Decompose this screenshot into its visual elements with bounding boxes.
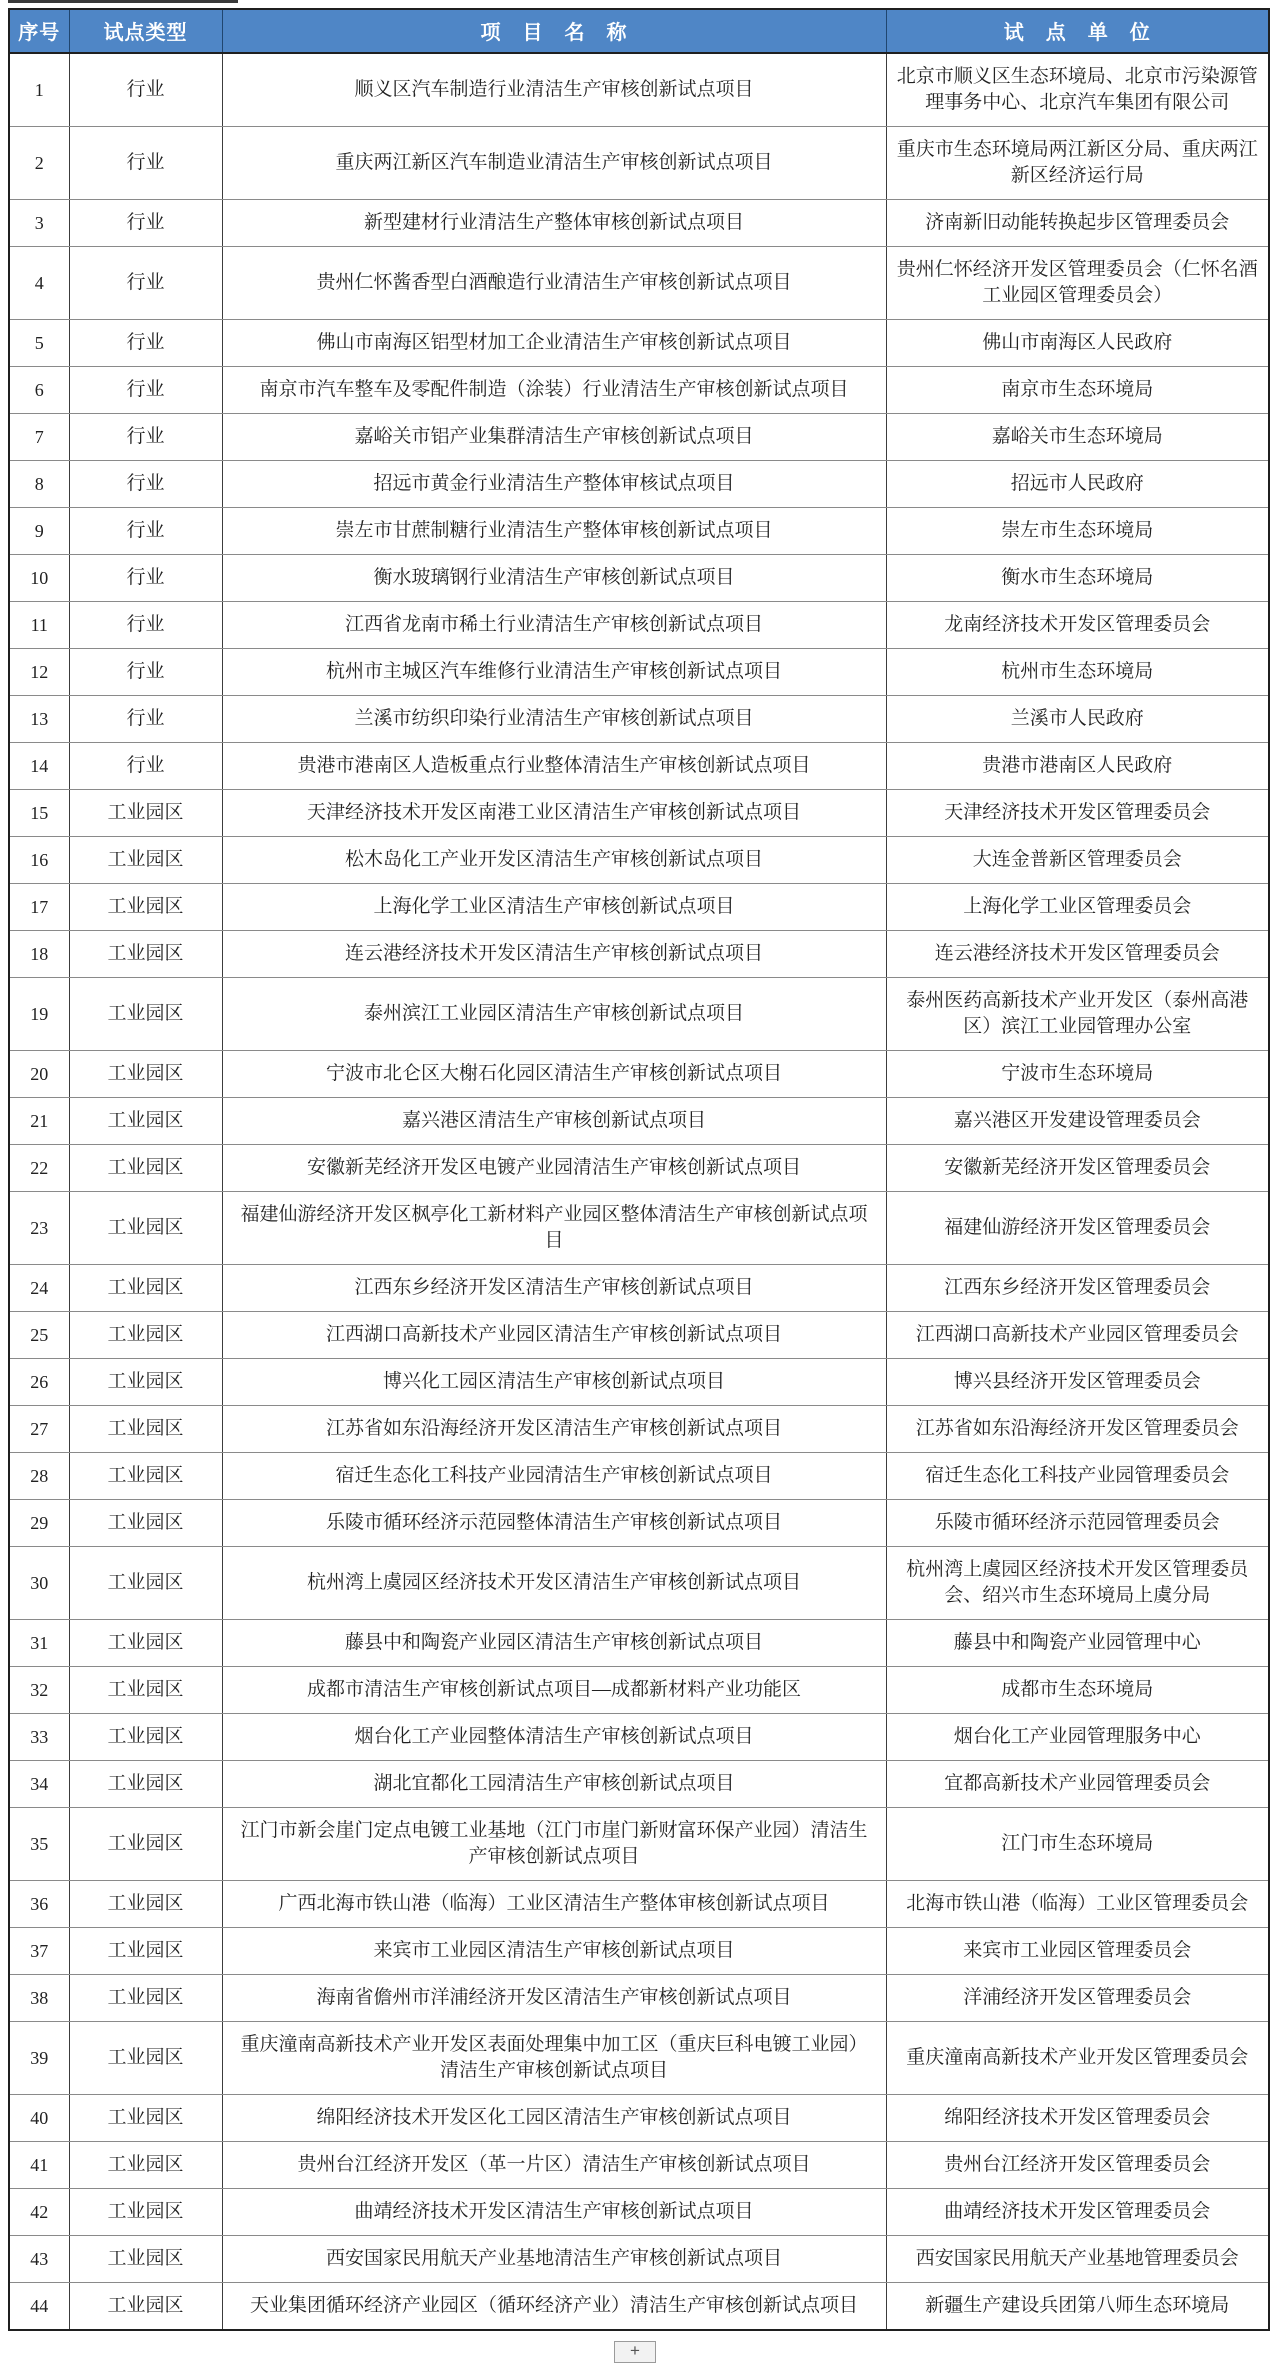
cell-project-name: 衡水玻璃钢行业清洁生产审核创新试点项目 xyxy=(222,555,886,602)
table-row xyxy=(9,2236,1269,2283)
table-row xyxy=(9,884,1269,931)
cell-project-name: 顺义区汽车制造行业清洁生产审核创新试点项目 xyxy=(222,53,886,127)
cell-project-name: 江苏省如东沿海经济开发区清洁生产审核创新试点项目 xyxy=(222,1406,886,1453)
cell-project-name: 泰州滨江工业园区清洁生产审核创新试点项目 xyxy=(222,978,886,1051)
cell-project-name: 新型建材行业清洁生产整体审核创新试点项目 xyxy=(222,200,886,247)
table-row xyxy=(9,53,1269,127)
cell-seq-number: 25 xyxy=(9,1312,69,1359)
cell-pilot-unit: 江西湖口高新技术产业园区管理委员会 xyxy=(886,1312,1269,1359)
table-row xyxy=(9,1406,1269,1453)
cell-pilot-type: 行业 xyxy=(69,602,222,649)
cell-pilot-unit: 连云港经济技术开发区管理委员会 xyxy=(886,931,1269,978)
table-row xyxy=(9,1761,1269,1808)
cell-pilot-type: 工业园区 xyxy=(69,1761,222,1808)
cell-pilot-unit: 洋浦经济开发区管理委员会 xyxy=(886,1975,1269,2022)
cell-pilot-type: 工业园区 xyxy=(69,1145,222,1192)
table-row xyxy=(9,696,1269,743)
table-row xyxy=(9,931,1269,978)
cell-project-name: 佛山市南海区铝型材加工企业清洁生产审核创新试点项目 xyxy=(222,320,886,367)
cell-seq-number: 39 xyxy=(9,2022,69,2095)
cell-project-name: 天津经济技术开发区南港工业区清洁生产审核创新试点项目 xyxy=(222,790,886,837)
cell-seq-number: 8 xyxy=(9,461,69,508)
cell-seq-number: 42 xyxy=(9,2189,69,2236)
cell-project-name: 上海化学工业区清洁生产审核创新试点项目 xyxy=(222,884,886,931)
cell-pilot-unit: 泰州医药高新技术产业开发区（泰州高港区）滨江工业园管理办公室 xyxy=(886,978,1269,1051)
table-row xyxy=(9,1547,1269,1620)
cell-project-name: 福建仙游经济开发区枫亭化工新材料产业园区整体清洁生产审核创新试点项目 xyxy=(222,1192,886,1265)
table-row xyxy=(9,320,1269,367)
cell-pilot-type: 工业园区 xyxy=(69,2095,222,2142)
table-row xyxy=(9,1098,1269,1145)
cell-project-name: 松木岛化工产业开发区清洁生产审核创新试点项目 xyxy=(222,837,886,884)
cell-seq-number: 6 xyxy=(9,367,69,414)
table-row xyxy=(9,1265,1269,1312)
table-row xyxy=(9,1312,1269,1359)
cell-pilot-type: 工业园区 xyxy=(69,1192,222,1265)
cell-pilot-type: 行业 xyxy=(69,461,222,508)
cell-project-name: 曲靖经济技术开发区清洁生产审核创新试点项目 xyxy=(222,2189,886,2236)
cell-project-name: 乐陵市循环经济示范园整体清洁生产审核创新试点项目 xyxy=(222,1500,886,1547)
cell-seq-number: 23 xyxy=(9,1192,69,1265)
table-row xyxy=(9,555,1269,602)
header-project-name: 项 目 名 称 xyxy=(222,9,886,53)
cell-project-name: 海南省儋州市洋浦经济开发区清洁生产审核创新试点项目 xyxy=(222,1975,886,2022)
table-row xyxy=(9,837,1269,884)
table-row xyxy=(9,1881,1269,1928)
cell-seq-number: 40 xyxy=(9,2095,69,2142)
cell-project-name: 广西北海市铁山港（临海）工业区清洁生产整体审核创新试点项目 xyxy=(222,1881,886,1928)
cell-seq-number: 10 xyxy=(9,555,69,602)
cell-pilot-unit: 南京市生态环境局 xyxy=(886,367,1269,414)
cell-project-name: 博兴化工园区清洁生产审核创新试点项目 xyxy=(222,1359,886,1406)
cell-pilot-unit: 宜都高新技术产业园管理委员会 xyxy=(886,1761,1269,1808)
cell-pilot-type: 工业园区 xyxy=(69,2022,222,2095)
cell-pilot-type: 工业园区 xyxy=(69,1928,222,1975)
plus-icon: + xyxy=(630,2341,640,2360)
table-row xyxy=(9,1500,1269,1547)
cell-seq-number: 41 xyxy=(9,2142,69,2189)
add-row-button[interactable] xyxy=(614,2341,656,2363)
cell-pilot-type: 工业园区 xyxy=(69,1406,222,1453)
cell-pilot-type: 行业 xyxy=(69,200,222,247)
cell-pilot-unit: 杭州市生态环境局 xyxy=(886,649,1269,696)
cell-project-name: 江西省龙南市稀土行业清洁生产审核创新试点项目 xyxy=(222,602,886,649)
table-row xyxy=(9,2022,1269,2095)
table-row xyxy=(9,649,1269,696)
cell-project-name: 江西湖口高新技术产业园区清洁生产审核创新试点项目 xyxy=(222,1312,886,1359)
cell-pilot-unit: 重庆市生态环境局两江新区分局、重庆两江新区经济运行局 xyxy=(886,127,1269,200)
cell-seq-number: 44 xyxy=(9,2283,69,2331)
cell-pilot-type: 工业园区 xyxy=(69,1500,222,1547)
cell-pilot-unit: 北京市顺义区生态环境局、北京市污染源管理事务中心、北京汽车集团有限公司 xyxy=(886,53,1269,127)
cell-project-name: 杭州湾上虞园区经济技术开发区清洁生产审核创新试点项目 xyxy=(222,1547,886,1620)
cell-project-name: 兰溪市纺织印染行业清洁生产审核创新试点项目 xyxy=(222,696,886,743)
cell-pilot-type: 工业园区 xyxy=(69,1359,222,1406)
cell-pilot-unit: 江门市生态环境局 xyxy=(886,1808,1269,1881)
cell-pilot-type: 工业园区 xyxy=(69,1714,222,1761)
cell-pilot-unit: 嘉峪关市生态环境局 xyxy=(886,414,1269,461)
header-pilot-type: 试点类型 xyxy=(69,9,222,53)
pilot-projects-table xyxy=(8,8,1270,2331)
cell-seq-number: 20 xyxy=(9,1051,69,1098)
cell-pilot-unit: 杭州湾上虞园区经济技术开发区管理委员会、绍兴市生态环境局上虞分局 xyxy=(886,1547,1269,1620)
cell-project-name: 连云港经济技术开发区清洁生产审核创新试点项目 xyxy=(222,931,886,978)
cell-seq-number: 1 xyxy=(9,53,69,127)
cell-pilot-unit: 西安国家民用航天产业基地管理委员会 xyxy=(886,2236,1269,2283)
cell-project-name: 南京市汽车整车及零配件制造（涂装）行业清洁生产审核创新试点项目 xyxy=(222,367,886,414)
cell-project-name: 贵州台江经济开发区（革一片区）清洁生产审核创新试点项目 xyxy=(222,2142,886,2189)
cell-seq-number: 35 xyxy=(9,1808,69,1881)
table-row xyxy=(9,1975,1269,2022)
cell-pilot-unit: 江苏省如东沿海经济开发区管理委员会 xyxy=(886,1406,1269,1453)
table-row xyxy=(9,1808,1269,1881)
cell-pilot-type: 工业园区 xyxy=(69,2236,222,2283)
cell-pilot-unit: 宁波市生态环境局 xyxy=(886,1051,1269,1098)
table-row xyxy=(9,2142,1269,2189)
cell-pilot-type: 行业 xyxy=(69,127,222,200)
table-row xyxy=(9,414,1269,461)
table-row xyxy=(9,978,1269,1051)
table-row xyxy=(9,602,1269,649)
table-row xyxy=(9,2189,1269,2236)
cell-seq-number: 22 xyxy=(9,1145,69,1192)
cell-pilot-unit: 上海化学工业区管理委员会 xyxy=(886,884,1269,931)
table-row xyxy=(9,127,1269,200)
table-row xyxy=(9,2095,1269,2142)
cell-seq-number: 24 xyxy=(9,1265,69,1312)
header-pilot-unit: 试 点 单 位 xyxy=(886,9,1269,53)
cell-seq-number: 18 xyxy=(9,931,69,978)
cell-pilot-type: 行业 xyxy=(69,508,222,555)
cell-project-name: 重庆潼南高新技术产业开发区表面处理集中加工区（重庆巨科电镀工业园）清洁生产审核创新试点项目 xyxy=(222,2022,886,2095)
cell-pilot-unit: 佛山市南海区人民政府 xyxy=(886,320,1269,367)
cell-seq-number: 19 xyxy=(9,978,69,1051)
cell-pilot-unit: 贵州台江经济开发区管理委员会 xyxy=(886,2142,1269,2189)
cell-seq-number: 2 xyxy=(9,127,69,200)
cell-pilot-type: 工业园区 xyxy=(69,1453,222,1500)
cell-project-name: 藤县中和陶瓷产业园区清洁生产审核创新试点项目 xyxy=(222,1620,886,1667)
cell-pilot-unit: 藤县中和陶瓷产业园管理中心 xyxy=(886,1620,1269,1667)
table-row xyxy=(9,200,1269,247)
cell-seq-number: 43 xyxy=(9,2236,69,2283)
cell-seq-number: 37 xyxy=(9,1928,69,1975)
table-row xyxy=(9,1145,1269,1192)
cell-pilot-unit: 招远市人民政府 xyxy=(886,461,1269,508)
cell-pilot-type: 行业 xyxy=(69,367,222,414)
cell-pilot-unit: 济南新旧动能转换起步区管理委员会 xyxy=(886,200,1269,247)
cell-project-name: 西安国家民用航天产业基地清洁生产审核创新试点项目 xyxy=(222,2236,886,2283)
cell-pilot-type: 工业园区 xyxy=(69,2142,222,2189)
cell-pilot-unit: 天津经济技术开发区管理委员会 xyxy=(886,790,1269,837)
table-row xyxy=(9,1928,1269,1975)
table-body xyxy=(9,53,1269,2330)
cell-pilot-unit: 兰溪市人民政府 xyxy=(886,696,1269,743)
cell-pilot-type: 工业园区 xyxy=(69,1312,222,1359)
table-row xyxy=(9,1714,1269,1761)
cell-seq-number: 9 xyxy=(9,508,69,555)
table-row xyxy=(9,1620,1269,1667)
cell-pilot-type: 工业园区 xyxy=(69,1098,222,1145)
cell-project-name: 绵阳经济技术开发区化工园区清洁生产审核创新试点项目 xyxy=(222,2095,886,2142)
cell-pilot-type: 工业园区 xyxy=(69,1547,222,1620)
cell-seq-number: 38 xyxy=(9,1975,69,2022)
cell-pilot-type: 工业园区 xyxy=(69,837,222,884)
cell-pilot-unit: 大连金普新区管理委员会 xyxy=(886,837,1269,884)
cell-seq-number: 21 xyxy=(9,1098,69,1145)
table-row xyxy=(9,247,1269,320)
cell-seq-number: 34 xyxy=(9,1761,69,1808)
cell-seq-number: 3 xyxy=(9,200,69,247)
cell-project-name: 贵州仁怀酱香型白酒酿造行业清洁生产审核创新试点项目 xyxy=(222,247,886,320)
cell-pilot-type: 行业 xyxy=(69,320,222,367)
cell-seq-number: 11 xyxy=(9,602,69,649)
table-row xyxy=(9,743,1269,790)
cell-pilot-type: 工业园区 xyxy=(69,1881,222,1928)
cell-pilot-unit: 安徽新芜经济开发区管理委员会 xyxy=(886,1145,1269,1192)
cell-pilot-type: 行业 xyxy=(69,555,222,602)
cell-pilot-unit: 北海市铁山港（临海）工业区管理委员会 xyxy=(886,1881,1269,1928)
cell-seq-number: 32 xyxy=(9,1667,69,1714)
table-row xyxy=(9,1192,1269,1265)
cell-pilot-unit: 贵港市港南区人民政府 xyxy=(886,743,1269,790)
cell-pilot-type: 工业园区 xyxy=(69,790,222,837)
cell-seq-number: 33 xyxy=(9,1714,69,1761)
cell-project-name: 重庆两江新区汽车制造业清洁生产审核创新试点项目 xyxy=(222,127,886,200)
cell-project-name: 烟台化工产业园整体清洁生产审核创新试点项目 xyxy=(222,1714,886,1761)
cell-pilot-unit: 崇左市生态环境局 xyxy=(886,508,1269,555)
cell-project-name: 江门市新会崖门定点电镀工业基地（江门市崖门新财富环保产业园）清洁生产审核创新试点项目 xyxy=(222,1808,886,1881)
header-row xyxy=(9,9,1269,53)
cell-pilot-type: 工业园区 xyxy=(69,1265,222,1312)
cell-pilot-type: 工业园区 xyxy=(69,978,222,1051)
cell-pilot-unit: 福建仙游经济开发区管理委员会 xyxy=(886,1192,1269,1265)
header-seq: 序号 xyxy=(9,9,69,53)
cell-seq-number: 27 xyxy=(9,1406,69,1453)
cell-project-name: 安徽新芜经济开发区电镀产业园清洁生产审核创新试点项目 xyxy=(222,1145,886,1192)
cell-pilot-type: 工业园区 xyxy=(69,2283,222,2331)
cell-pilot-unit: 新疆生产建设兵团第八师生态环境局 xyxy=(886,2283,1269,2331)
cell-seq-number: 31 xyxy=(9,1620,69,1667)
cell-project-name: 江西东乡经济开发区清洁生产审核创新试点项目 xyxy=(222,1265,886,1312)
cell-seq-number: 30 xyxy=(9,1547,69,1620)
cell-pilot-unit: 成都市生态环境局 xyxy=(886,1667,1269,1714)
cell-seq-number: 17 xyxy=(9,884,69,931)
cell-project-name: 宁波市北仑区大榭石化园区清洁生产审核创新试点项目 xyxy=(222,1051,886,1098)
cell-seq-number: 26 xyxy=(9,1359,69,1406)
cell-pilot-type: 工业园区 xyxy=(69,1808,222,1881)
cell-project-name: 贵港市港南区人造板重点行业整体清洁生产审核创新试点项目 xyxy=(222,743,886,790)
cell-pilot-type: 行业 xyxy=(69,53,222,127)
table-row xyxy=(9,1051,1269,1098)
cell-seq-number: 28 xyxy=(9,1453,69,1500)
cell-pilot-type: 行业 xyxy=(69,743,222,790)
cell-project-name: 招远市黄金行业清洁生产整体审核试点项目 xyxy=(222,461,886,508)
cell-pilot-unit: 来宾市工业园区管理委员会 xyxy=(886,1928,1269,1975)
cell-pilot-type: 行业 xyxy=(69,649,222,696)
table-row xyxy=(9,1667,1269,1714)
cell-pilot-unit: 龙南经济技术开发区管理委员会 xyxy=(886,602,1269,649)
cell-pilot-type: 行业 xyxy=(69,247,222,320)
cell-pilot-type: 工业园区 xyxy=(69,1975,222,2022)
cell-seq-number: 5 xyxy=(9,320,69,367)
cell-pilot-type: 工业园区 xyxy=(69,884,222,931)
cell-seq-number: 4 xyxy=(9,247,69,320)
cell-pilot-unit: 衡水市生态环境局 xyxy=(886,555,1269,602)
cell-project-name: 杭州市主城区汽车维修行业清洁生产审核创新试点项目 xyxy=(222,649,886,696)
cell-seq-number: 16 xyxy=(9,837,69,884)
cell-seq-number: 15 xyxy=(9,790,69,837)
cell-project-name: 成都市清洁生产审核创新试点项目—成都新材料产业功能区 xyxy=(222,1667,886,1714)
table-row xyxy=(9,508,1269,555)
clipped-text-fragment xyxy=(8,0,238,3)
cell-project-name: 崇左市甘蔗制糖行业清洁生产整体审核创新试点项目 xyxy=(222,508,886,555)
cell-project-name: 宿迁生态化工科技产业园清洁生产审核创新试点项目 xyxy=(222,1453,886,1500)
cell-pilot-type: 工业园区 xyxy=(69,931,222,978)
cell-seq-number: 36 xyxy=(9,1881,69,1928)
cell-pilot-unit: 乐陵市循环经济示范园管理委员会 xyxy=(886,1500,1269,1547)
cell-project-name: 湖北宜都化工园清洁生产审核创新试点项目 xyxy=(222,1761,886,1808)
cell-seq-number: 12 xyxy=(9,649,69,696)
cell-pilot-unit: 嘉兴港区开发建设管理委员会 xyxy=(886,1098,1269,1145)
cell-seq-number: 7 xyxy=(9,414,69,461)
cell-pilot-unit: 烟台化工产业园管理服务中心 xyxy=(886,1714,1269,1761)
cell-pilot-unit: 宿迁生态化工科技产业园管理委员会 xyxy=(886,1453,1269,1500)
cell-pilot-unit: 贵州仁怀经济开发区管理委员会（仁怀名酒工业园区管理委员会） xyxy=(886,247,1269,320)
cell-pilot-type: 工业园区 xyxy=(69,1667,222,1714)
table-row xyxy=(9,461,1269,508)
cell-pilot-type: 工业园区 xyxy=(69,1620,222,1667)
cell-seq-number: 14 xyxy=(9,743,69,790)
cell-project-name: 来宾市工业园区清洁生产审核创新试点项目 xyxy=(222,1928,886,1975)
table-row xyxy=(9,1453,1269,1500)
table-row xyxy=(9,1359,1269,1406)
cell-pilot-type: 工业园区 xyxy=(69,1051,222,1098)
cell-project-name: 嘉兴港区清洁生产审核创新试点项目 xyxy=(222,1098,886,1145)
cell-pilot-unit: 重庆潼南高新技术产业开发区管理委员会 xyxy=(886,2022,1269,2095)
table-row xyxy=(9,367,1269,414)
table-row xyxy=(9,2283,1269,2331)
cell-pilot-type: 工业园区 xyxy=(69,2189,222,2236)
cell-project-name: 嘉峪关市铝产业集群清洁生产审核创新试点项目 xyxy=(222,414,886,461)
cell-pilot-unit: 绵阳经济技术开发区管理委员会 xyxy=(886,2095,1269,2142)
table-row xyxy=(9,790,1269,837)
cell-project-name: 天业集团循环经济产业园区（循环经济产业）清洁生产审核创新试点项目 xyxy=(222,2283,886,2331)
cell-pilot-type: 行业 xyxy=(69,696,222,743)
cell-seq-number: 29 xyxy=(9,1500,69,1547)
cell-pilot-unit: 曲靖经济技术开发区管理委员会 xyxy=(886,2189,1269,2236)
cell-pilot-type: 行业 xyxy=(69,414,222,461)
cell-seq-number: 13 xyxy=(9,696,69,743)
cell-pilot-unit: 江西东乡经济开发区管理委员会 xyxy=(886,1265,1269,1312)
cell-pilot-unit: 博兴县经济开发区管理委员会 xyxy=(886,1359,1269,1406)
